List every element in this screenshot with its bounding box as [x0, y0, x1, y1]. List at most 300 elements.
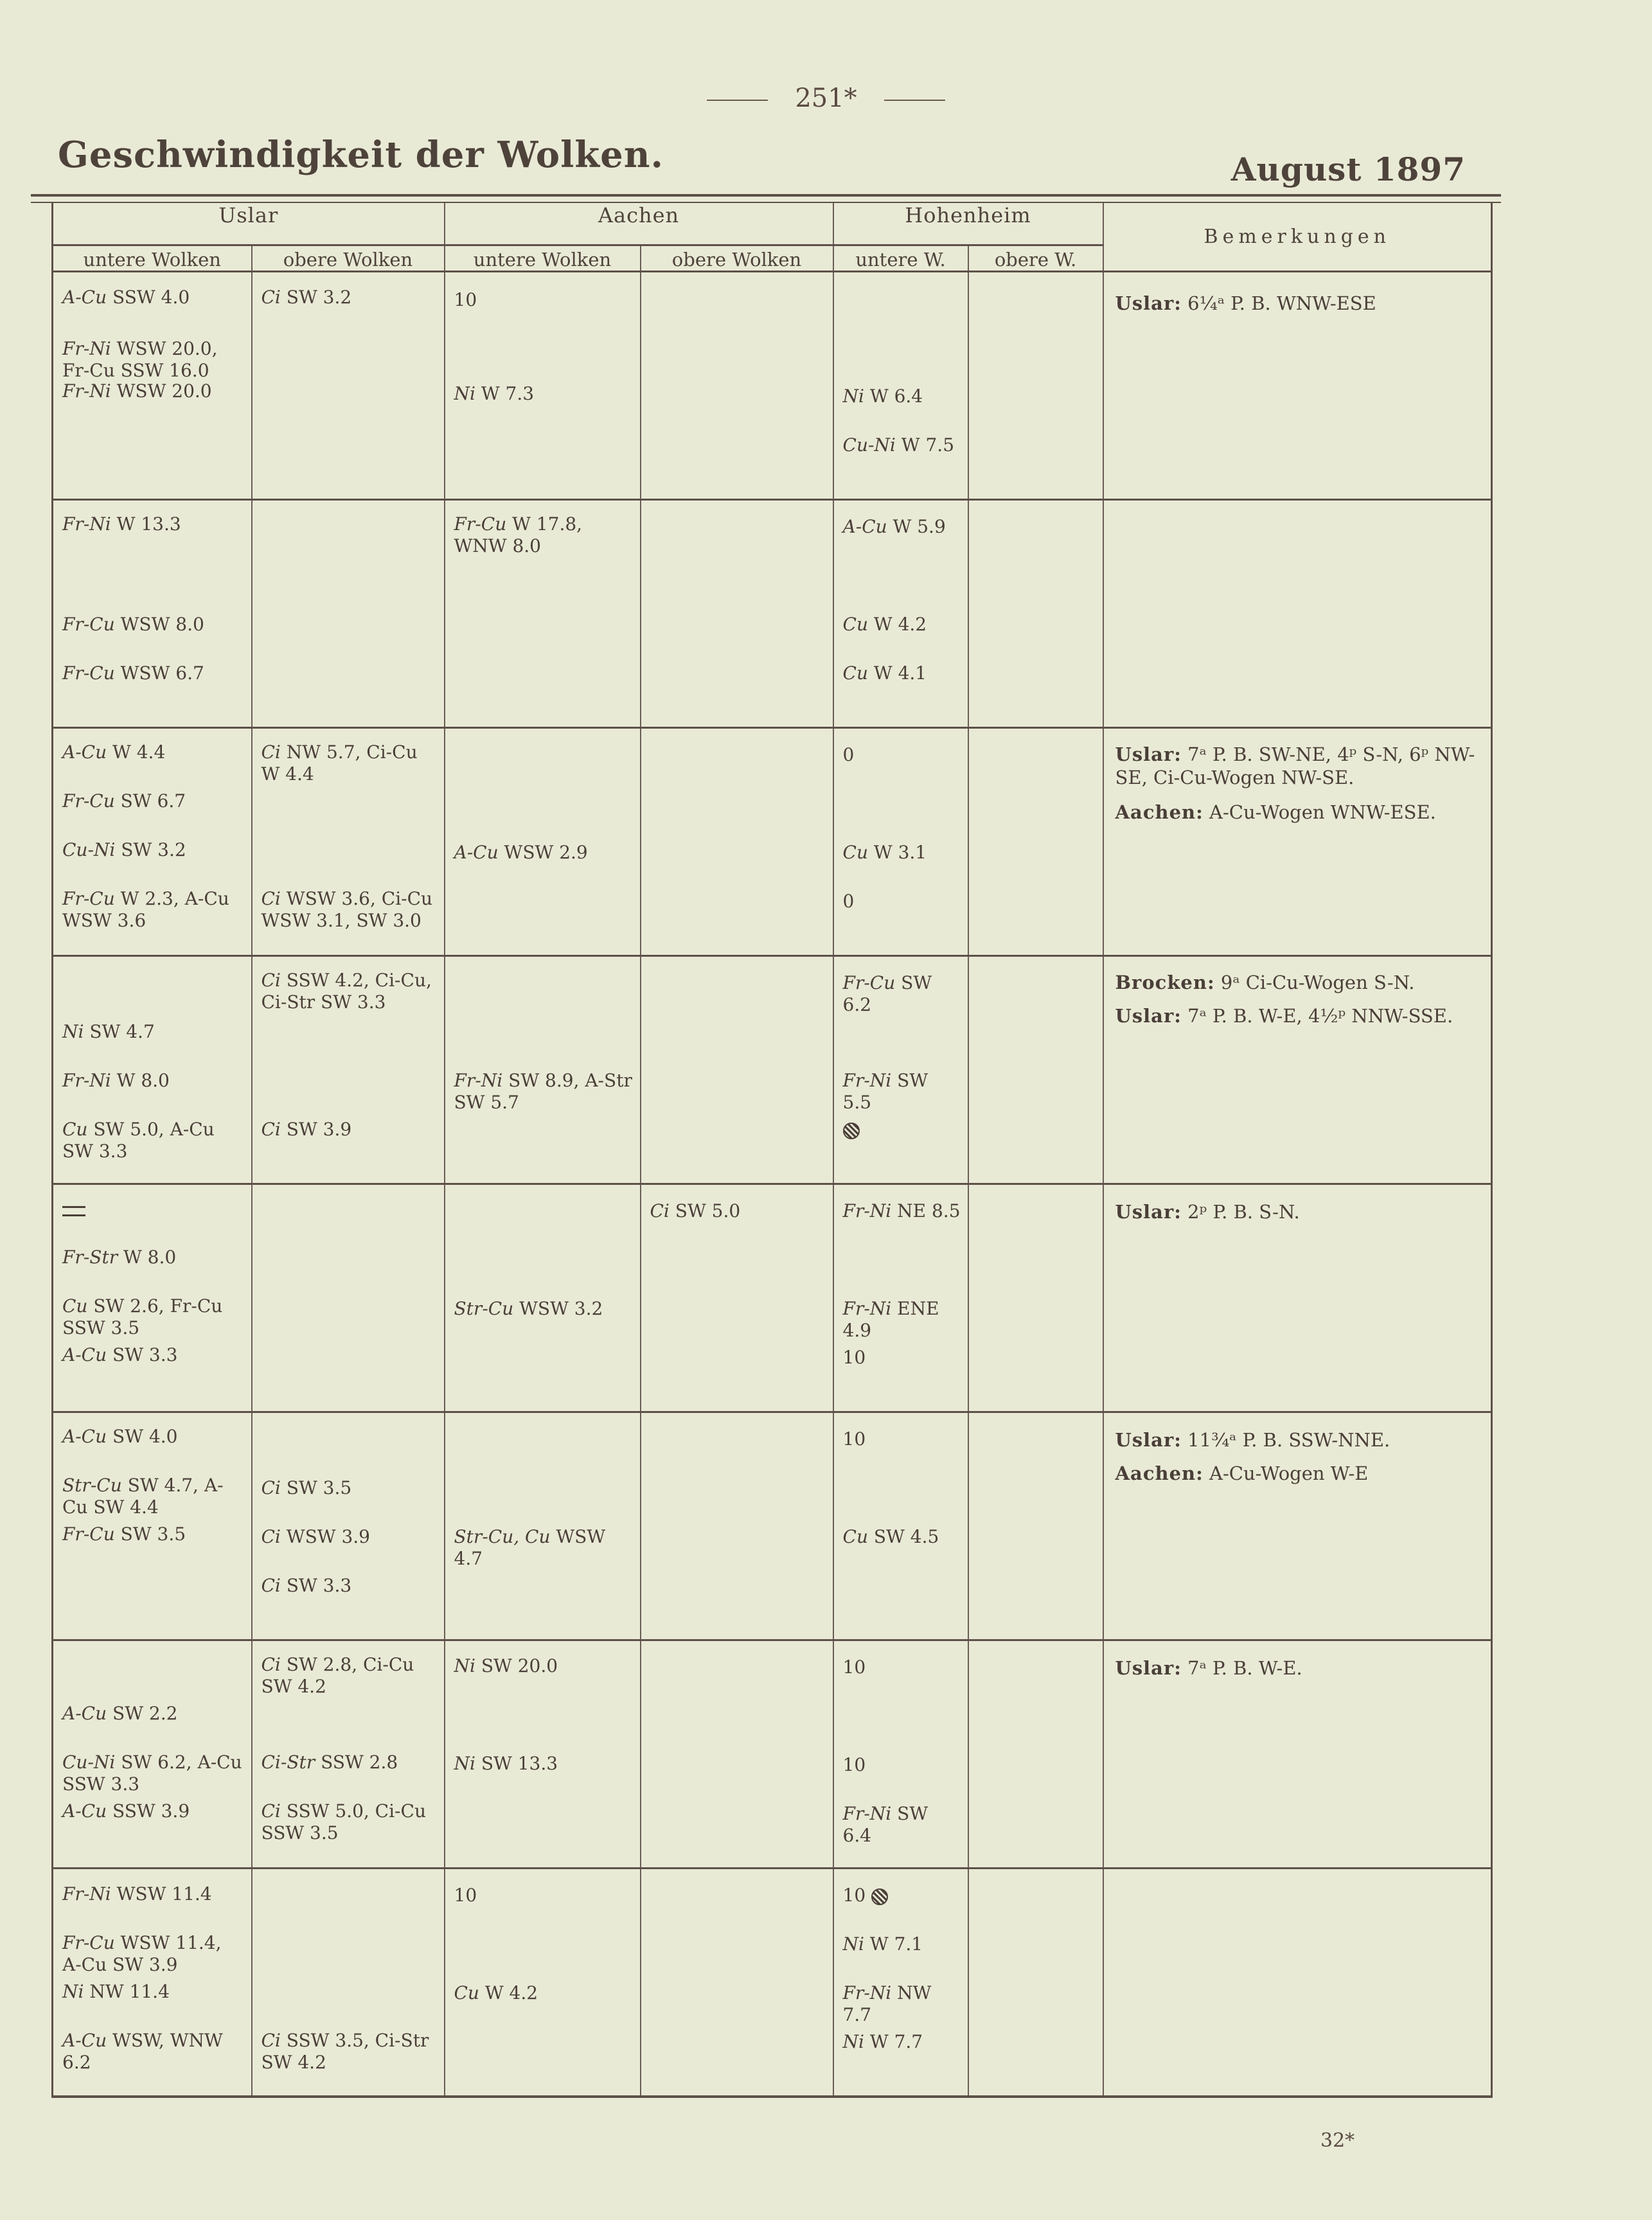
cloud-type: Ci	[261, 1119, 281, 1140]
observation-entry	[62, 1070, 245, 1092]
remark-text: 11¾ᵃ P. B. SSW-NNE.	[1187, 1429, 1390, 1451]
header-uslar-lower: untere Wolken	[53, 245, 252, 272]
remark-station: Uslar:	[1115, 1201, 1182, 1223]
cell-aachen-lower	[445, 1412, 641, 1640]
cell-aachen-lower	[445, 956, 641, 1184]
cloud-value: SSW 2.8	[321, 1752, 398, 1773]
cell-uslar-upper	[252, 956, 445, 1184]
cloud-type: Ci	[261, 888, 281, 909]
remark-station: Aachen:	[1115, 1462, 1203, 1484]
cloud-type: Ni	[842, 386, 864, 407]
observation-entry	[454, 1070, 634, 1114]
observation-entry	[62, 1199, 245, 1221]
cloud-value: WSW 20.0, Fr-Cu SSW 16.0	[62, 338, 218, 381]
cloud-type: Fr-Ni	[62, 338, 111, 359]
cloud-type: Ci-Str	[261, 1752, 315, 1773]
cloud-value: SW 3.5	[286, 1477, 352, 1498]
cell-hoh-upper	[968, 1640, 1103, 1869]
cloud-value: W 7.5	[901, 434, 955, 456]
cloud-value: 10	[842, 1347, 866, 1368]
cloud-type: Cu	[62, 1295, 88, 1317]
cell-aachen-upper	[641, 1184, 833, 1412]
observation-entry	[62, 1021, 245, 1043]
observation-entry	[62, 1932, 245, 1976]
cell-remarks	[1103, 1412, 1492, 1640]
cell-uslar-lower	[53, 500, 252, 728]
cloud-value: SW 2.8, Ci-Cu SW 4.2	[261, 1654, 414, 1697]
cloud-value: W 7.1	[869, 1933, 923, 1955]
cloud-type: Ci	[261, 1526, 281, 1547]
observation-entry	[62, 1475, 245, 1518]
cloud-type: Fr-Ni	[62, 380, 111, 402]
cloud-type: Ci	[261, 1654, 281, 1675]
cloud-type: Ni	[454, 1655, 475, 1676]
cell-remarks	[1103, 500, 1492, 728]
cloud-type: Ni	[62, 1021, 84, 1042]
remark-entry	[1115, 801, 1479, 824]
observation-entry	[843, 744, 961, 766]
remark-entry	[1115, 1200, 1479, 1223]
cloud-type: Ci	[261, 970, 281, 991]
cloud-type: Fr-Ni	[842, 1982, 892, 2003]
cloud-type: Fr-Cu	[62, 1523, 115, 1545]
cloud-value: SW 13.3	[481, 1753, 558, 1774]
cloud-type: Ci	[261, 741, 281, 763]
cloud-value: SSW 5.0, Ci-Cu SSW 3.5	[261, 1800, 426, 1843]
cloud-type: Cu-Ni	[62, 839, 116, 860]
cloud-type: Ci	[650, 1200, 670, 1221]
observation-entry	[62, 741, 245, 763]
observation-entry	[62, 338, 245, 382]
cell-hoh-lower	[833, 272, 968, 500]
cloud-value: W 4.4	[112, 741, 166, 763]
observation-entry	[843, 1428, 961, 1450]
cloud-value: WSW 8.0	[120, 614, 204, 635]
cloud-value: SW 4.7	[89, 1021, 155, 1042]
cloud-value: SW 5.0, A-Cu SW 3.3	[62, 1119, 215, 1162]
cell-uslar-upper	[252, 500, 445, 728]
observation-entry	[262, 287, 438, 308]
cloud-value: 10	[454, 1885, 477, 1906]
cloud-value: WSW, WNW 6.2	[62, 2030, 223, 2073]
cell-aachen-lower	[445, 728, 641, 956]
cloud-value: NW 7.7	[842, 1982, 932, 2025]
observation-entry	[454, 1298, 634, 1320]
header-hohenheim-lower: untere W.	[833, 245, 968, 272]
observation-entry	[62, 790, 245, 812]
cloud-type: Fr-Cu	[842, 972, 896, 993]
cloud-value: NW 5.7, Ci-Cu W 4.4	[261, 741, 418, 785]
observation-entry	[843, 516, 961, 538]
remark-text: A-Cu-Wogen WNW-ESE.	[1209, 801, 1436, 823]
cloud-type: Str-Cu, Cu	[454, 1526, 551, 1547]
rain-icon	[871, 1888, 888, 1905]
observation-entry	[843, 1526, 961, 1548]
cloud-value: SW 6.7	[120, 790, 186, 812]
observation-entry	[62, 287, 245, 308]
observation-entry	[843, 1982, 961, 2026]
cell-aachen-upper	[641, 1640, 833, 1869]
table-row	[53, 1184, 1492, 1412]
table-row	[53, 1412, 1492, 1640]
header-hohenheim: Hohenheim	[833, 203, 1103, 245]
observation-entry	[62, 1344, 245, 1366]
table-row	[53, 500, 1492, 728]
remark-station: Uslar:	[1115, 1657, 1182, 1679]
remark-text: 7ᵃ P. B. W-E, 4½ᵖ NNW-SSE.	[1187, 1005, 1453, 1027]
observation-entry	[454, 1655, 634, 1677]
observation-entry	[843, 1803, 961, 1847]
observation-entry	[843, 614, 961, 635]
cloud-type: Fr-Cu	[454, 513, 507, 535]
observation-entry	[843, 1347, 961, 1369]
observation-entry	[454, 1982, 634, 2004]
cloud-type: Fr-Ni	[842, 1200, 892, 1221]
cloud-value: SW 6.2, A-Cu SSW 3.3	[62, 1752, 242, 1795]
cloud-type: Ci	[261, 2030, 281, 2051]
cell-remarks	[1103, 1184, 1492, 1412]
cloud-type: Ci	[261, 287, 281, 308]
observation-entry	[262, 741, 438, 785]
cell-aachen-upper	[641, 272, 833, 500]
cloud-type: Ci	[261, 1477, 281, 1498]
cell-hoh-upper	[968, 1412, 1103, 1640]
remark-station: Aachen:	[1115, 801, 1203, 823]
remark-entry	[1115, 971, 1479, 994]
observation-entry	[262, 2030, 438, 2073]
observation-entry	[262, 1654, 438, 1698]
remark-station: Uslar:	[1115, 1429, 1182, 1451]
remark-entry	[1115, 292, 1479, 315]
page-number-dash-left	[707, 100, 768, 101]
header-uslar: Uslar	[53, 203, 445, 245]
cloud-type: Cu-Ni	[842, 434, 896, 456]
remark-entry	[1115, 1462, 1479, 1485]
observation-entry	[843, 891, 961, 912]
observation-entry	[262, 1752, 438, 1773]
observation-entry	[62, 513, 245, 535]
table-row	[53, 956, 1492, 1184]
observation-entry	[62, 2030, 245, 2073]
cloud-value: WSW 2.9	[504, 842, 588, 863]
cloud-type: A-Cu	[62, 1426, 107, 1447]
cloud-value: NE 8.5	[897, 1200, 961, 1221]
cloud-value: SW 3.3	[112, 1344, 178, 1365]
cloud-type: A-Cu	[62, 1703, 107, 1724]
page-title: Geschwindigkeit der Wolken.	[58, 134, 664, 176]
cloud-type: Fr-Cu	[62, 888, 115, 909]
cloud-type: Fr-Ni	[62, 1070, 111, 1091]
cloud-type: Fr-Str	[62, 1247, 118, 1268]
cloud-value: WSW 4.7	[454, 1526, 606, 1569]
observation-entry	[843, 1070, 961, 1114]
cell-uslar-upper	[252, 728, 445, 956]
cloud-value: W 17.8, WNW 8.0	[454, 513, 583, 556]
cloud-value: SW 6.2	[842, 972, 932, 1015]
cloud-value: 0	[842, 891, 855, 912]
header-hohenheim-upper: obere W.	[968, 245, 1103, 272]
cell-hoh-lower	[833, 1869, 968, 2097]
cell-uslar-upper	[252, 272, 445, 500]
cell-uslar-lower	[53, 1184, 252, 1412]
cloud-type: Str-Cu	[62, 1475, 122, 1496]
cell-aachen-lower	[445, 500, 641, 728]
page-number: 251*	[0, 84, 1652, 113]
cloud-value: 10	[842, 1656, 866, 1678]
page-number-dash-right	[884, 100, 945, 101]
cell-hoh-lower	[833, 1184, 968, 1412]
cloud-type: Fr-Ni	[454, 1070, 503, 1091]
cloud-value: W 13.3	[116, 513, 181, 535]
cloud-type: Fr-Ni	[842, 1298, 892, 1319]
remark-station: Uslar:	[1115, 292, 1182, 314]
remark-entry	[1115, 1428, 1479, 1452]
cloud-type: Fr-Ni	[842, 1070, 892, 1091]
cell-hoh-lower	[833, 956, 968, 1184]
cell-uslar-upper	[252, 1184, 445, 1412]
cloud-type: Str-Cu	[454, 1298, 514, 1319]
cloud-value: SW 4.5	[873, 1526, 939, 1547]
observation-entry	[843, 1119, 961, 1141]
observation-entry	[62, 1800, 245, 1822]
observation-entry	[454, 842, 634, 864]
cell-uslar-lower	[53, 1869, 252, 2097]
cloud-value: 10	[454, 289, 477, 310]
cloud-type: Cu	[62, 1119, 88, 1140]
cloud-type: Cu	[842, 842, 868, 863]
observation-entry	[62, 1247, 245, 1268]
cell-remarks	[1103, 272, 1492, 500]
observation-entry	[62, 1752, 245, 1795]
observation-entry	[650, 1200, 826, 1222]
observation-entry	[262, 1477, 438, 1499]
cell-hoh-upper	[968, 956, 1103, 1184]
cloud-type: Ni	[842, 2031, 864, 2052]
cell-uslar-upper	[252, 1412, 445, 1640]
observation-entry	[843, 1656, 961, 1678]
cell-aachen-lower	[445, 272, 641, 500]
cloud-value: SW 5.5	[842, 1070, 928, 1113]
cloud-type: Fr-Ni	[62, 1883, 111, 1905]
cloud-value: SW 3.2	[121, 839, 186, 860]
observation-entry	[62, 662, 245, 684]
cloud-type: Ci	[261, 1575, 281, 1596]
cloud-type: A-Cu	[62, 741, 107, 763]
observation-entry	[454, 513, 634, 557]
cloud-value: SW 3.5	[120, 1523, 186, 1545]
header-remarks: Bemerkungen	[1103, 203, 1492, 272]
remark-station: Brocken:	[1115, 972, 1215, 993]
observation-entry	[843, 842, 961, 864]
cloud-value: SW 6.4	[842, 1803, 928, 1846]
cloud-value: WSW 20.0	[116, 380, 212, 402]
observation-entry	[62, 888, 245, 932]
cell-uslar-lower	[53, 728, 252, 956]
cloud-value: W 4.2	[873, 614, 927, 635]
observation-entry	[62, 1703, 245, 1725]
cell-aachen-lower	[445, 1869, 641, 2097]
cloud-value: SSW 4.0	[112, 287, 190, 308]
remark-text: A-Cu-Wogen W-E	[1209, 1462, 1369, 1484]
cloud-value: SW 3.9	[286, 1119, 352, 1140]
cell-aachen-upper	[641, 1869, 833, 2097]
cloud-type: Cu	[842, 662, 868, 684]
cloud-type: Cu	[454, 1982, 479, 2003]
cloud-type: Fr-Cu	[62, 790, 115, 812]
table-row	[53, 272, 1492, 500]
remark-text: 7ᵃ P. B. SW-NE, 4ᵖ S-N, 6ᵖ NW-SE, Ci-Cu-Wogen NW-SE.	[1115, 743, 1475, 788]
remark-station: Uslar:	[1115, 743, 1182, 765]
observation-entry	[454, 1885, 634, 1906]
cell-aachen-lower	[445, 1640, 641, 1869]
cloud-value: SW 4.7, A-Cu SW 4.4	[62, 1475, 224, 1518]
cloud-type: A-Cu	[454, 842, 499, 863]
cloud-value: W 6.4	[869, 386, 923, 407]
observation-entry	[454, 1753, 634, 1775]
observation-entry	[262, 970, 438, 1013]
cloud-value: W 3.1	[873, 842, 927, 863]
cloud-value: SW 2.2	[112, 1703, 178, 1724]
cloud-value: W 7.3	[481, 383, 535, 404]
cloud-type: A-Cu	[62, 287, 107, 308]
cloud-type: Cu	[842, 614, 868, 635]
observation-entry	[843, 1298, 961, 1342]
cloud-value: W 7.7	[869, 2031, 923, 2052]
cloud-type: Ni	[842, 1933, 864, 1955]
remark-entry	[1115, 743, 1479, 789]
observation-entry	[262, 1526, 438, 1548]
cloud-value: 0	[842, 744, 855, 765]
remark-entry	[1115, 1004, 1479, 1027]
observation-entry	[62, 1981, 245, 2003]
cloud-value: W 8.0	[116, 1070, 170, 1091]
cell-uslar-lower	[53, 272, 252, 500]
cloud-type: Ni	[454, 1753, 475, 1774]
cell-hoh-upper	[968, 272, 1103, 500]
observation-entry	[454, 289, 634, 311]
observation-entry	[262, 1575, 438, 1597]
cloud-type: Fr-Cu	[62, 614, 115, 635]
cell-uslar-lower	[53, 1640, 252, 1869]
footer-page-number: 32*	[1320, 2129, 1355, 2152]
cell-aachen-upper	[641, 1412, 833, 1640]
observation-entry	[62, 1883, 245, 1905]
cell-aachen-upper	[641, 956, 833, 1184]
remark-station: Uslar:	[1115, 1005, 1182, 1027]
observation-entry	[454, 1526, 634, 1570]
cell-remarks	[1103, 956, 1492, 1184]
cloud-value: SSW 4.2, Ci-Cu, Ci-Str SW 3.3	[261, 970, 432, 1013]
table-row	[53, 1869, 1492, 2097]
page-date: August 1897	[1230, 150, 1466, 188]
cell-aachen-lower	[445, 1184, 641, 1412]
cell-hoh-lower	[833, 1640, 968, 1869]
cloud-value: WSW 11.4, A-Cu SW 3.9	[62, 1932, 222, 1975]
observation-entry	[843, 972, 961, 1016]
cell-uslar-upper	[252, 1640, 445, 1869]
cloud-type: Cu-Ni	[62, 1752, 116, 1773]
cloud-type: Ni	[62, 1981, 84, 2002]
cloud-value: WSW 3.2	[519, 1298, 603, 1319]
cloud-type: A-Cu	[842, 516, 887, 537]
remark-entry	[1115, 1656, 1479, 1680]
cloud-type: Fr-Ni	[62, 513, 111, 535]
cloud-value: SW 3.2	[286, 287, 352, 308]
cloud-value: WSW 11.4	[116, 1883, 212, 1905]
observation-entry	[62, 839, 245, 861]
cloud-type: A-Cu	[62, 1800, 107, 1822]
remark-text: 6¼ᵃ P. B. WNW-ESE	[1187, 292, 1376, 314]
cloud-value: SW 3.3	[286, 1575, 352, 1596]
observation-entry	[843, 2031, 961, 2053]
cloud-value: 10	[842, 1754, 866, 1775]
cloud-value: SW 4.0	[112, 1426, 178, 1447]
remark-text: 7ᵃ P. B. W-E.	[1187, 1657, 1302, 1679]
cloud-value: WSW 6.7	[120, 662, 204, 684]
remark-text: 2ᵖ P. B. S-N.	[1187, 1201, 1300, 1223]
observation-entry	[62, 380, 245, 402]
cloud-type: A-Cu	[62, 2030, 107, 2051]
cell-hoh-upper	[968, 1184, 1103, 1412]
cell-aachen-upper	[641, 728, 833, 956]
cloud-type: Fr-Ni	[842, 1803, 892, 1824]
header-aachen-upper: obere Wolken	[641, 245, 833, 272]
observation-entry: 10	[843, 1885, 961, 1906]
cell-uslar-lower	[53, 1412, 252, 1640]
observation-entry	[843, 1754, 961, 1776]
observation-entry	[262, 1800, 438, 1844]
cell-uslar-lower	[53, 956, 252, 1184]
cloud-type: Ci	[261, 1800, 281, 1822]
cloud-value: W 2.3, A-Cu WSW 3.6	[62, 888, 229, 931]
cloud-speed-table	[51, 203, 1493, 2098]
cloud-type: A-Cu	[62, 1344, 107, 1365]
cell-remarks	[1103, 1640, 1492, 1869]
cell-remarks	[1103, 1869, 1492, 2097]
observation-entry	[843, 1200, 961, 1222]
cloud-value: W 8.0	[123, 1247, 177, 1268]
observation-entry	[843, 386, 961, 407]
observation-entry	[62, 1426, 245, 1448]
cloud-value: SSW 3.5, Ci-Str SW 4.2	[261, 2030, 429, 2073]
table-body	[53, 272, 1492, 2097]
cell-hoh-upper	[968, 728, 1103, 956]
rain-icon	[843, 1123, 860, 1139]
observation-entry	[454, 383, 634, 405]
cloud-value: SW 2.6, Fr-Cu SSW 3.5	[62, 1295, 223, 1338]
cloud-value: SW 8.9, A-Str SW 5.7	[454, 1070, 632, 1113]
top-rule	[31, 194, 1501, 197]
cell-hoh-upper	[968, 1869, 1103, 2097]
cloud-type: Cu	[842, 1526, 868, 1547]
cloud-type: Ni	[454, 383, 475, 404]
observation-entry	[62, 1119, 245, 1162]
table-row	[53, 728, 1492, 956]
cell-uslar-upper	[252, 1869, 445, 2097]
cell-hoh-lower	[833, 728, 968, 956]
cell-remarks	[1103, 728, 1492, 956]
cloud-value: 10	[842, 1428, 866, 1450]
observation-entry	[262, 888, 438, 932]
observation-entry	[843, 662, 961, 684]
observation-entry	[843, 1933, 961, 1955]
cloud-value: NW 11.4	[89, 1981, 170, 2002]
cloud-value: SW 20.0	[481, 1655, 558, 1676]
observation-entry	[843, 434, 961, 456]
cell-aachen-upper	[641, 500, 833, 728]
cell-hoh-upper	[968, 500, 1103, 728]
cloud-value: W 4.1	[873, 662, 927, 684]
